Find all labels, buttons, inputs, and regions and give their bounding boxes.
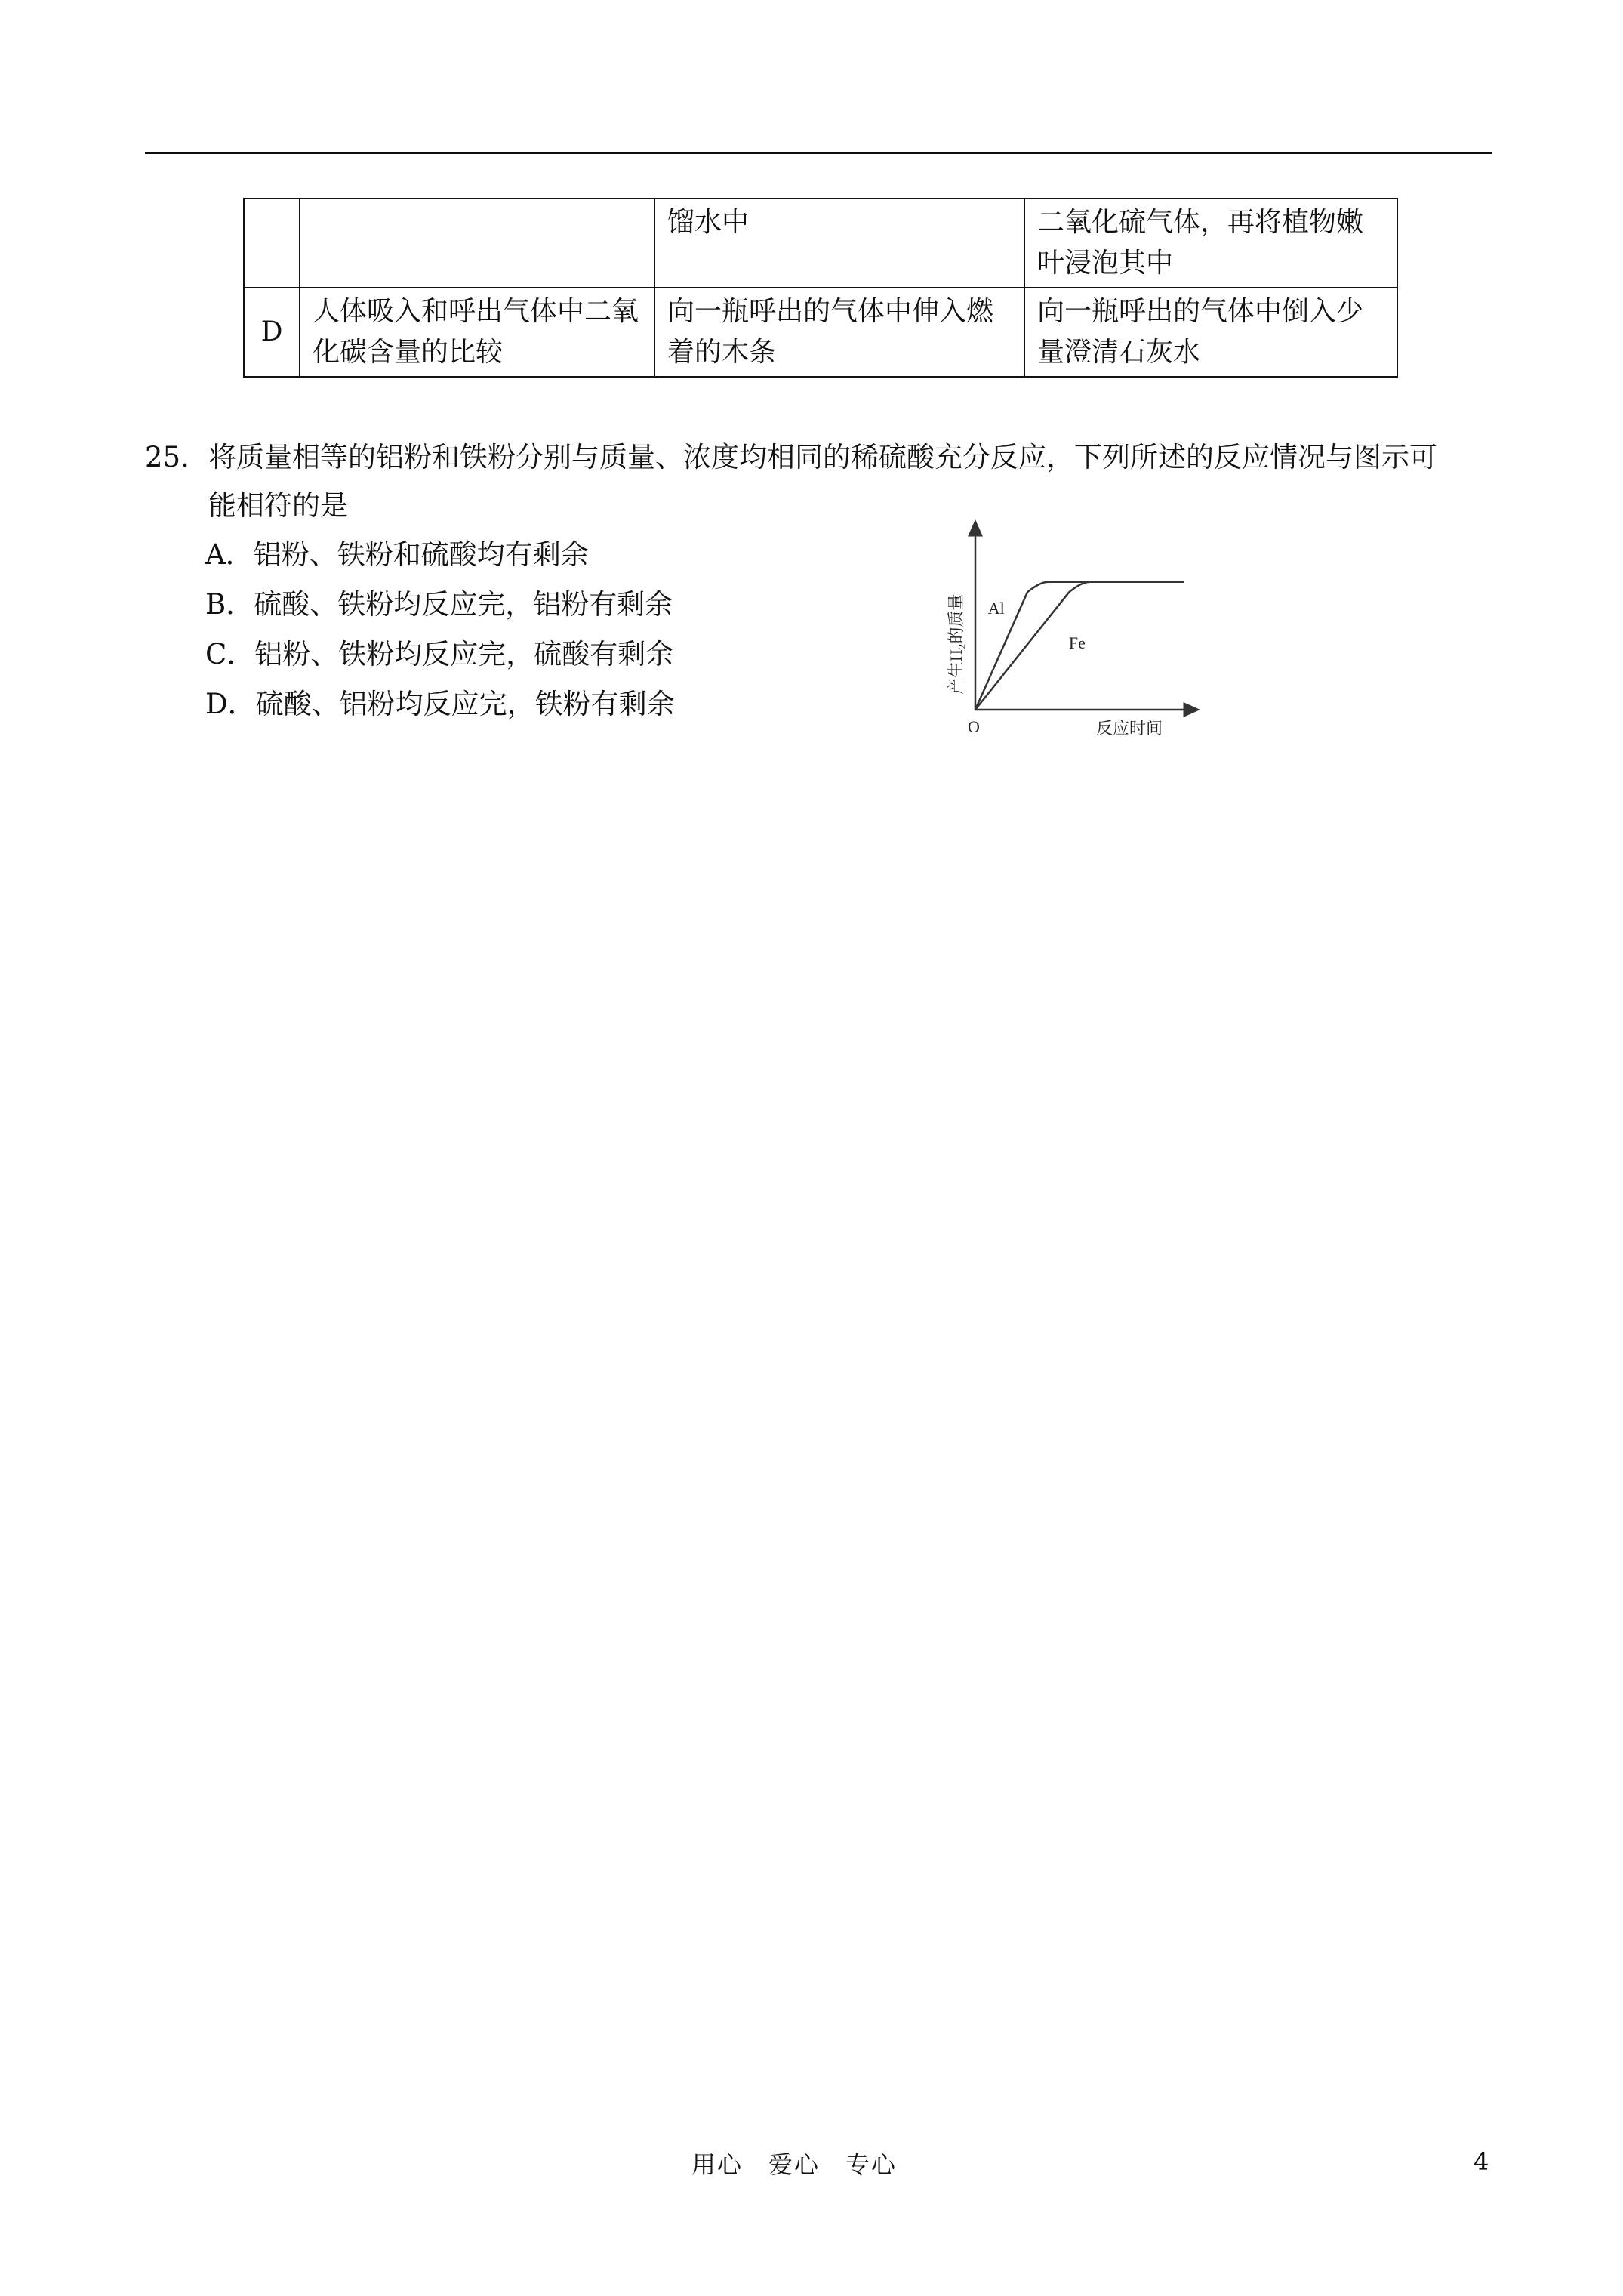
chart-svg xyxy=(936,513,1208,740)
experiment-table xyxy=(243,198,1398,378)
experiment-purpose: 人体吸入和呼出气体中二氧化碳含量的比较 xyxy=(300,288,654,377)
question-stem-line2: 能相符的是 xyxy=(208,489,348,522)
footer-slogan: 用心 爱心 专心 xyxy=(691,2150,898,2179)
origin-label: O xyxy=(968,717,980,736)
x-axis-label: 反应时间 xyxy=(1096,719,1163,738)
row-label: D xyxy=(244,288,300,377)
hydrogen-mass-chart xyxy=(936,513,1208,740)
option-c[interactable]: C．铝粉、铁粉均反应完，硫酸有剩余 xyxy=(205,638,674,670)
header-rule xyxy=(145,152,1492,154)
option-d[interactable]: D．硫酸、铝粉均反应完，铁粉有剩余 xyxy=(205,688,675,720)
question-number: 25. xyxy=(145,441,189,473)
series-label-fe: Fe xyxy=(1068,633,1086,652)
series-group xyxy=(975,582,1184,710)
question-stem-line1: 将质量相等的铝粉和铁粉分别与质量、浓度均相同的稀硫酸充分反应，下列所述的反应情况与图示可 xyxy=(208,441,1437,473)
table-row xyxy=(244,199,1397,288)
row-label xyxy=(244,199,300,288)
table-row xyxy=(244,288,1397,377)
y-axis-label: 产生H₂的质量 xyxy=(947,593,965,695)
option-b[interactable]: B．硫酸、铁粉均反应完，铝粉有剩余 xyxy=(205,588,673,621)
series-label-al: Al xyxy=(987,599,1005,618)
answer-options xyxy=(205,530,675,729)
method-one: 向一瓶呼出的气体中伸入燃着的木条 xyxy=(654,288,1024,377)
option-a[interactable]: A．铝粉、铁粉和硫酸均有剩余 xyxy=(205,538,589,571)
method-two: 二氧化硫气体，再将植物嫩叶浸泡其中 xyxy=(1024,199,1397,288)
method-two: 向一瓶呼出的气体中倒入少量澄清石灰水 xyxy=(1024,288,1397,377)
page-number: 4 xyxy=(1474,2147,1489,2176)
method-one: 馏水中 xyxy=(654,199,1024,288)
experiment-purpose xyxy=(300,199,654,288)
